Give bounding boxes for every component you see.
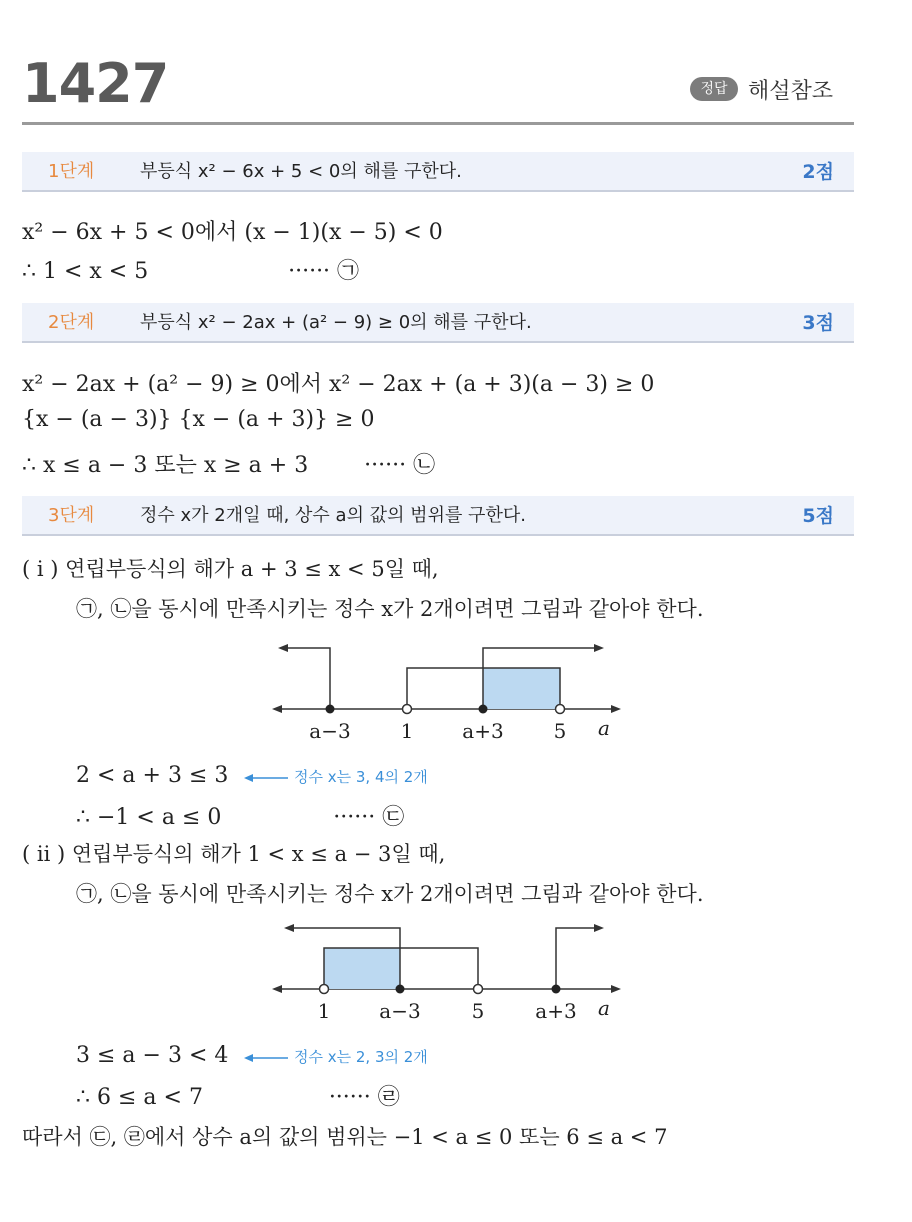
left-ray-arrow [278, 644, 288, 652]
answer-badge: 정답 [690, 77, 738, 101]
step-underline [22, 534, 854, 536]
region-x-le-a-minus-3 [284, 648, 330, 709]
axis-label: 1 [317, 999, 331, 1023]
axis-label: a−3 [309, 719, 351, 743]
left-arrow-icon [244, 1052, 289, 1064]
header-divider [22, 122, 854, 125]
case-2-inequality: 3 ≤ a − 3 < 4 [76, 1043, 229, 1068]
axis-variable-label: a [598, 716, 610, 740]
case-2-note: 정수 x는 2, 3의 2개 [294, 1048, 428, 1066]
step-label: 2단계 [48, 312, 95, 333]
step-3-bar [22, 496, 854, 536]
open-point [556, 705, 565, 714]
case-1-note: 정수 x는 3, 4의 2개 [294, 768, 428, 786]
closed-point [396, 985, 405, 994]
math-line: x² − 6x + 5 < 0에서 (x − 1)(x − 5) < 0 [22, 220, 443, 245]
number-line-case-1 [270, 635, 630, 750]
step-text: 부등식 x² − 6x + 5 < 0의 해를 구한다. [140, 161, 462, 182]
case-2-title: ( ii ) 연립부등식의 해가 1 < x ≤ a − 3일 때, [22, 842, 446, 866]
step-2-bar [22, 303, 854, 343]
step-points: 2점 [802, 161, 834, 183]
right-ray-arrow [594, 644, 604, 652]
answer-text: 해설참조 [748, 79, 834, 104]
axis-label: a+3 [462, 719, 504, 743]
case-2-result: ∴ 6 ≤ a < 7 ······ ㉣ [76, 1085, 400, 1110]
axis-label: a−3 [379, 999, 421, 1023]
left-ray-arrow [284, 924, 294, 932]
conclusion: 따라서 ㉢, ㉣에서 상수 a의 값의 범위는 −1 < a ≤ 0 또는 6 ≤ a < 7 [22, 1125, 668, 1149]
step-points: 3점 [802, 312, 834, 334]
problem-number: 1427 [22, 52, 169, 115]
axis-left-arrow [272, 705, 282, 713]
open-point [403, 705, 412, 714]
step-1-bar [22, 152, 854, 192]
step-label: 3단계 [48, 505, 95, 526]
closed-point [552, 985, 561, 994]
axis-label: a+3 [535, 999, 577, 1023]
axis-right-arrow [611, 705, 621, 713]
axis-left-arrow [272, 985, 282, 993]
step-label: 1단계 [48, 161, 95, 182]
case-1-result: ∴ −1 < a ≤ 0 ······ ㉢ [76, 805, 405, 830]
axis-label: 5 [553, 719, 567, 743]
closed-point [326, 705, 335, 714]
closed-point [479, 705, 488, 714]
math-line: ∴ 1 < x < 5 ······ ㉠ [22, 259, 360, 284]
solution-region [483, 668, 560, 709]
axis-variable-label: a [598, 996, 610, 1020]
axis-label: 5 [471, 999, 485, 1023]
solution-region [324, 948, 400, 989]
math-line: {x − (a − 3)} {x − (a + 3)} ≥ 0 [22, 407, 375, 432]
step-text: 정수 x가 2개일 때, 상수 a의 값의 범위를 구한다. [140, 505, 526, 526]
number-line-case-2 [270, 915, 630, 1030]
left-arrow-icon [244, 772, 289, 784]
axis-right-arrow [611, 985, 621, 993]
step-points: 5점 [802, 505, 834, 527]
case-1-title: ( i ) 연립부등식의 해가 a + 3 ≤ x < 5일 때, [22, 557, 439, 581]
open-point [474, 985, 483, 994]
math-line: ∴ x ≤ a − 3 또는 x ≥ a + 3 ······ ㉡ [22, 453, 436, 478]
region-x-ge-a-plus-3 [556, 928, 598, 989]
case-1-inequality: 2 < a + 3 ≤ 3 [76, 763, 229, 788]
math-line: x² − 2ax + (a² − 9) ≥ 0에서 x² − 2ax + (a + 3)(a − 3) ≥ 0 [22, 372, 655, 397]
case-2-desc: ㉠, ㉡을 동시에 만족시키는 정수 x가 2개이려면 그림과 같아야 한다. [76, 882, 704, 906]
step-underline [22, 190, 854, 192]
case-1-desc: ㉠, ㉡을 동시에 만족시키는 정수 x가 2개이려면 그림과 같아야 한다. [76, 597, 704, 621]
step-underline [22, 341, 854, 343]
step-text: 부등식 x² − 2ax + (a² − 9) ≥ 0의 해를 구한다. [140, 312, 532, 333]
right-ray-arrow [594, 924, 604, 932]
open-point [320, 985, 329, 994]
axis-label: 1 [400, 719, 414, 743]
